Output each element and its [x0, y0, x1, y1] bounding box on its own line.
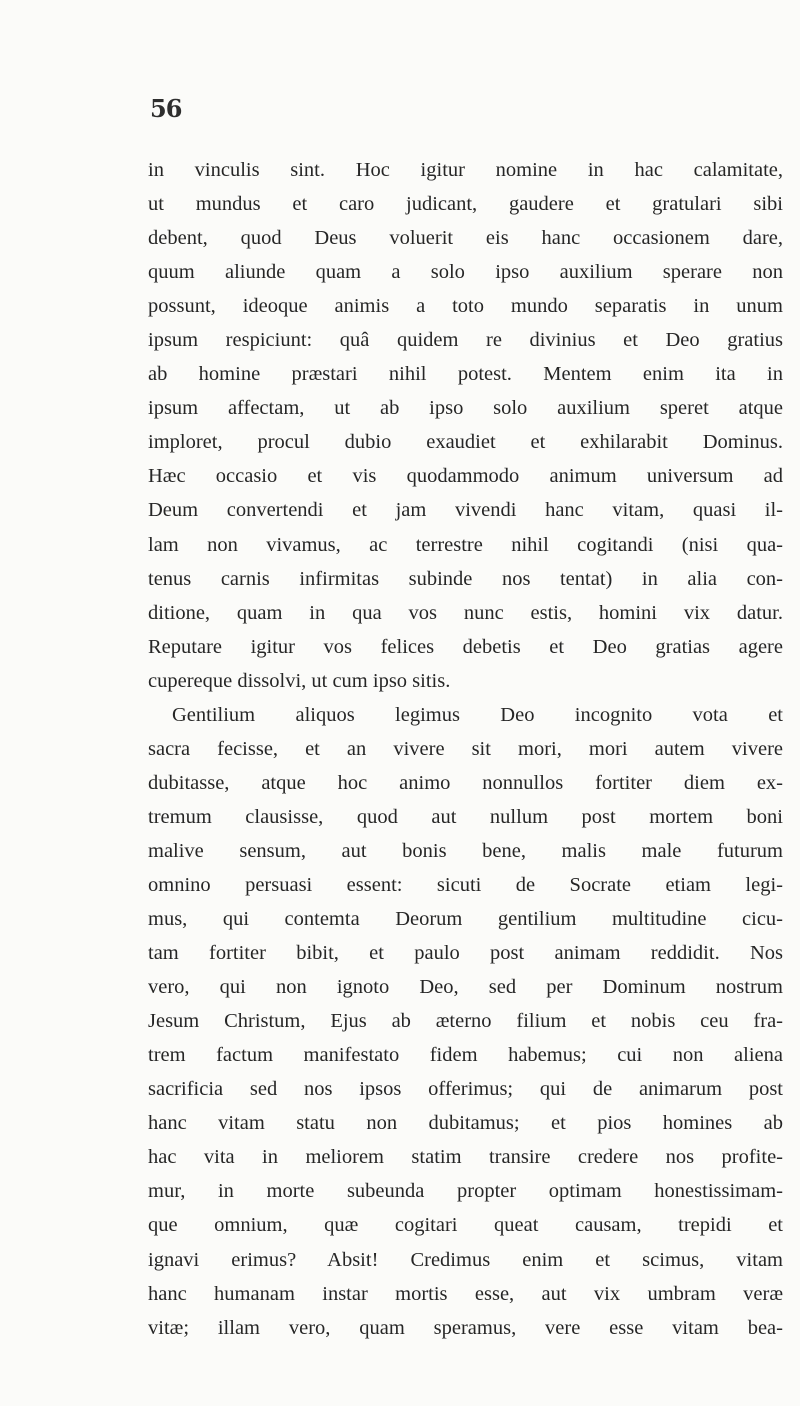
- text-line: tam fortiter bibit, et paulo post animam reddidit. Nos: [148, 942, 783, 965]
- text-line: lam non vivamus, ac terrestre nihil cogitandi (nisi qua-: [148, 533, 783, 556]
- text-line: in vinculis sint. Hoc igitur nomine in hac calamitate,: [148, 159, 783, 181]
- text-line: ipsum affectam, ut ab ipso solo auxilium speret atque: [148, 397, 783, 420]
- text-line: tremum clausisse, quod aut nullum post mortem boni: [148, 805, 783, 828]
- text-line: dubitasse, atque hoc animo nonnullos fortiter diem ex-: [148, 771, 783, 794]
- paragraph-start-line: Gentilium aliquos legimus Deo incognito vota et: [172, 703, 783, 726]
- text-line: Jesum Christum, Ejus ab æterno filium et nobis ceu fra-: [148, 1010, 783, 1033]
- text-line: ut mundus et caro judicant, gaudere et gratulari sibi: [148, 193, 783, 216]
- text-line: que omnium, quæ cogitari queat causam, trepidi et: [148, 1214, 783, 1237]
- text-line: sacrificia sed nos ipsos offerimus; qui de animarum post: [148, 1078, 783, 1101]
- text-line: possunt, ideoque animis a toto mundo separatis in unum: [148, 295, 783, 318]
- paragraph-end-line: cupereque dissolvi, ut cum ipso sitis.: [148, 669, 451, 692]
- text-line: hanc humanam instar mortis esse, aut vix umbram veræ: [148, 1282, 783, 1305]
- text-line: Reputare igitur vos felices debetis et Deo gratias agere: [148, 635, 783, 658]
- text-line: ditione, quam in qua vos nunc estis, homini vix datur.: [148, 601, 783, 624]
- text-line: vero, qui non ignoto Deo, sed per Dominum nostrum: [148, 976, 783, 999]
- text-line: ab homine præstari nihil potest. Mentem enim ita in: [148, 363, 783, 386]
- text-line: sacra fecisse, et an vivere sit mori, mori autem vivere: [148, 737, 783, 760]
- text-line: quum aliunde quam a solo ipso auxilium sperare non: [148, 261, 783, 284]
- page-number: 56: [150, 94, 182, 123]
- text-line: Deum convertendi et jam vivendi hanc vitam, quasi il-: [148, 499, 783, 522]
- text-line: hanc vitam statu non dubitamus; et pios homines ab: [148, 1112, 783, 1135]
- text-line: hac vita in meliorem statim transire credere nos profite-: [148, 1146, 783, 1169]
- text-line: imploret, procul dubio exaudiet et exhilarabit Dominus.: [148, 431, 783, 454]
- text-line: trem factum manifestato fidem habemus; cui non aliena: [148, 1044, 783, 1067]
- text-line: ignavi erimus? Absit! Credimus enim et scimus, vitam: [148, 1248, 783, 1271]
- text-line: omnino persuasi essent: sicuti de Socrate etiam legi-: [148, 873, 783, 896]
- text-line: debent, quod Deus voluerit eis hanc occasionem dare,: [148, 227, 783, 250]
- text-line: ipsum respiciunt: quâ quidem re divinius et Deo gratius: [148, 329, 783, 352]
- text-line: malive sensum, aut bonis bene, malis male futurum: [148, 839, 783, 862]
- text-line: vitæ; illam vero, quam speramus, vere esse vitam bea-: [148, 1316, 783, 1339]
- text-line: tenus carnis infirmitas subinde nos tentat) in alia con-: [148, 567, 783, 590]
- body-text: [148, 153, 783, 1345]
- text-line: mus, qui contemta Deorum gentilium multitudine cicu-: [148, 908, 783, 931]
- text-line: mur, in morte subeunda propter optimam honestissimam-: [148, 1180, 783, 1203]
- text-line: Hæc occasio et vis quodammodo animum universum ad: [148, 465, 783, 488]
